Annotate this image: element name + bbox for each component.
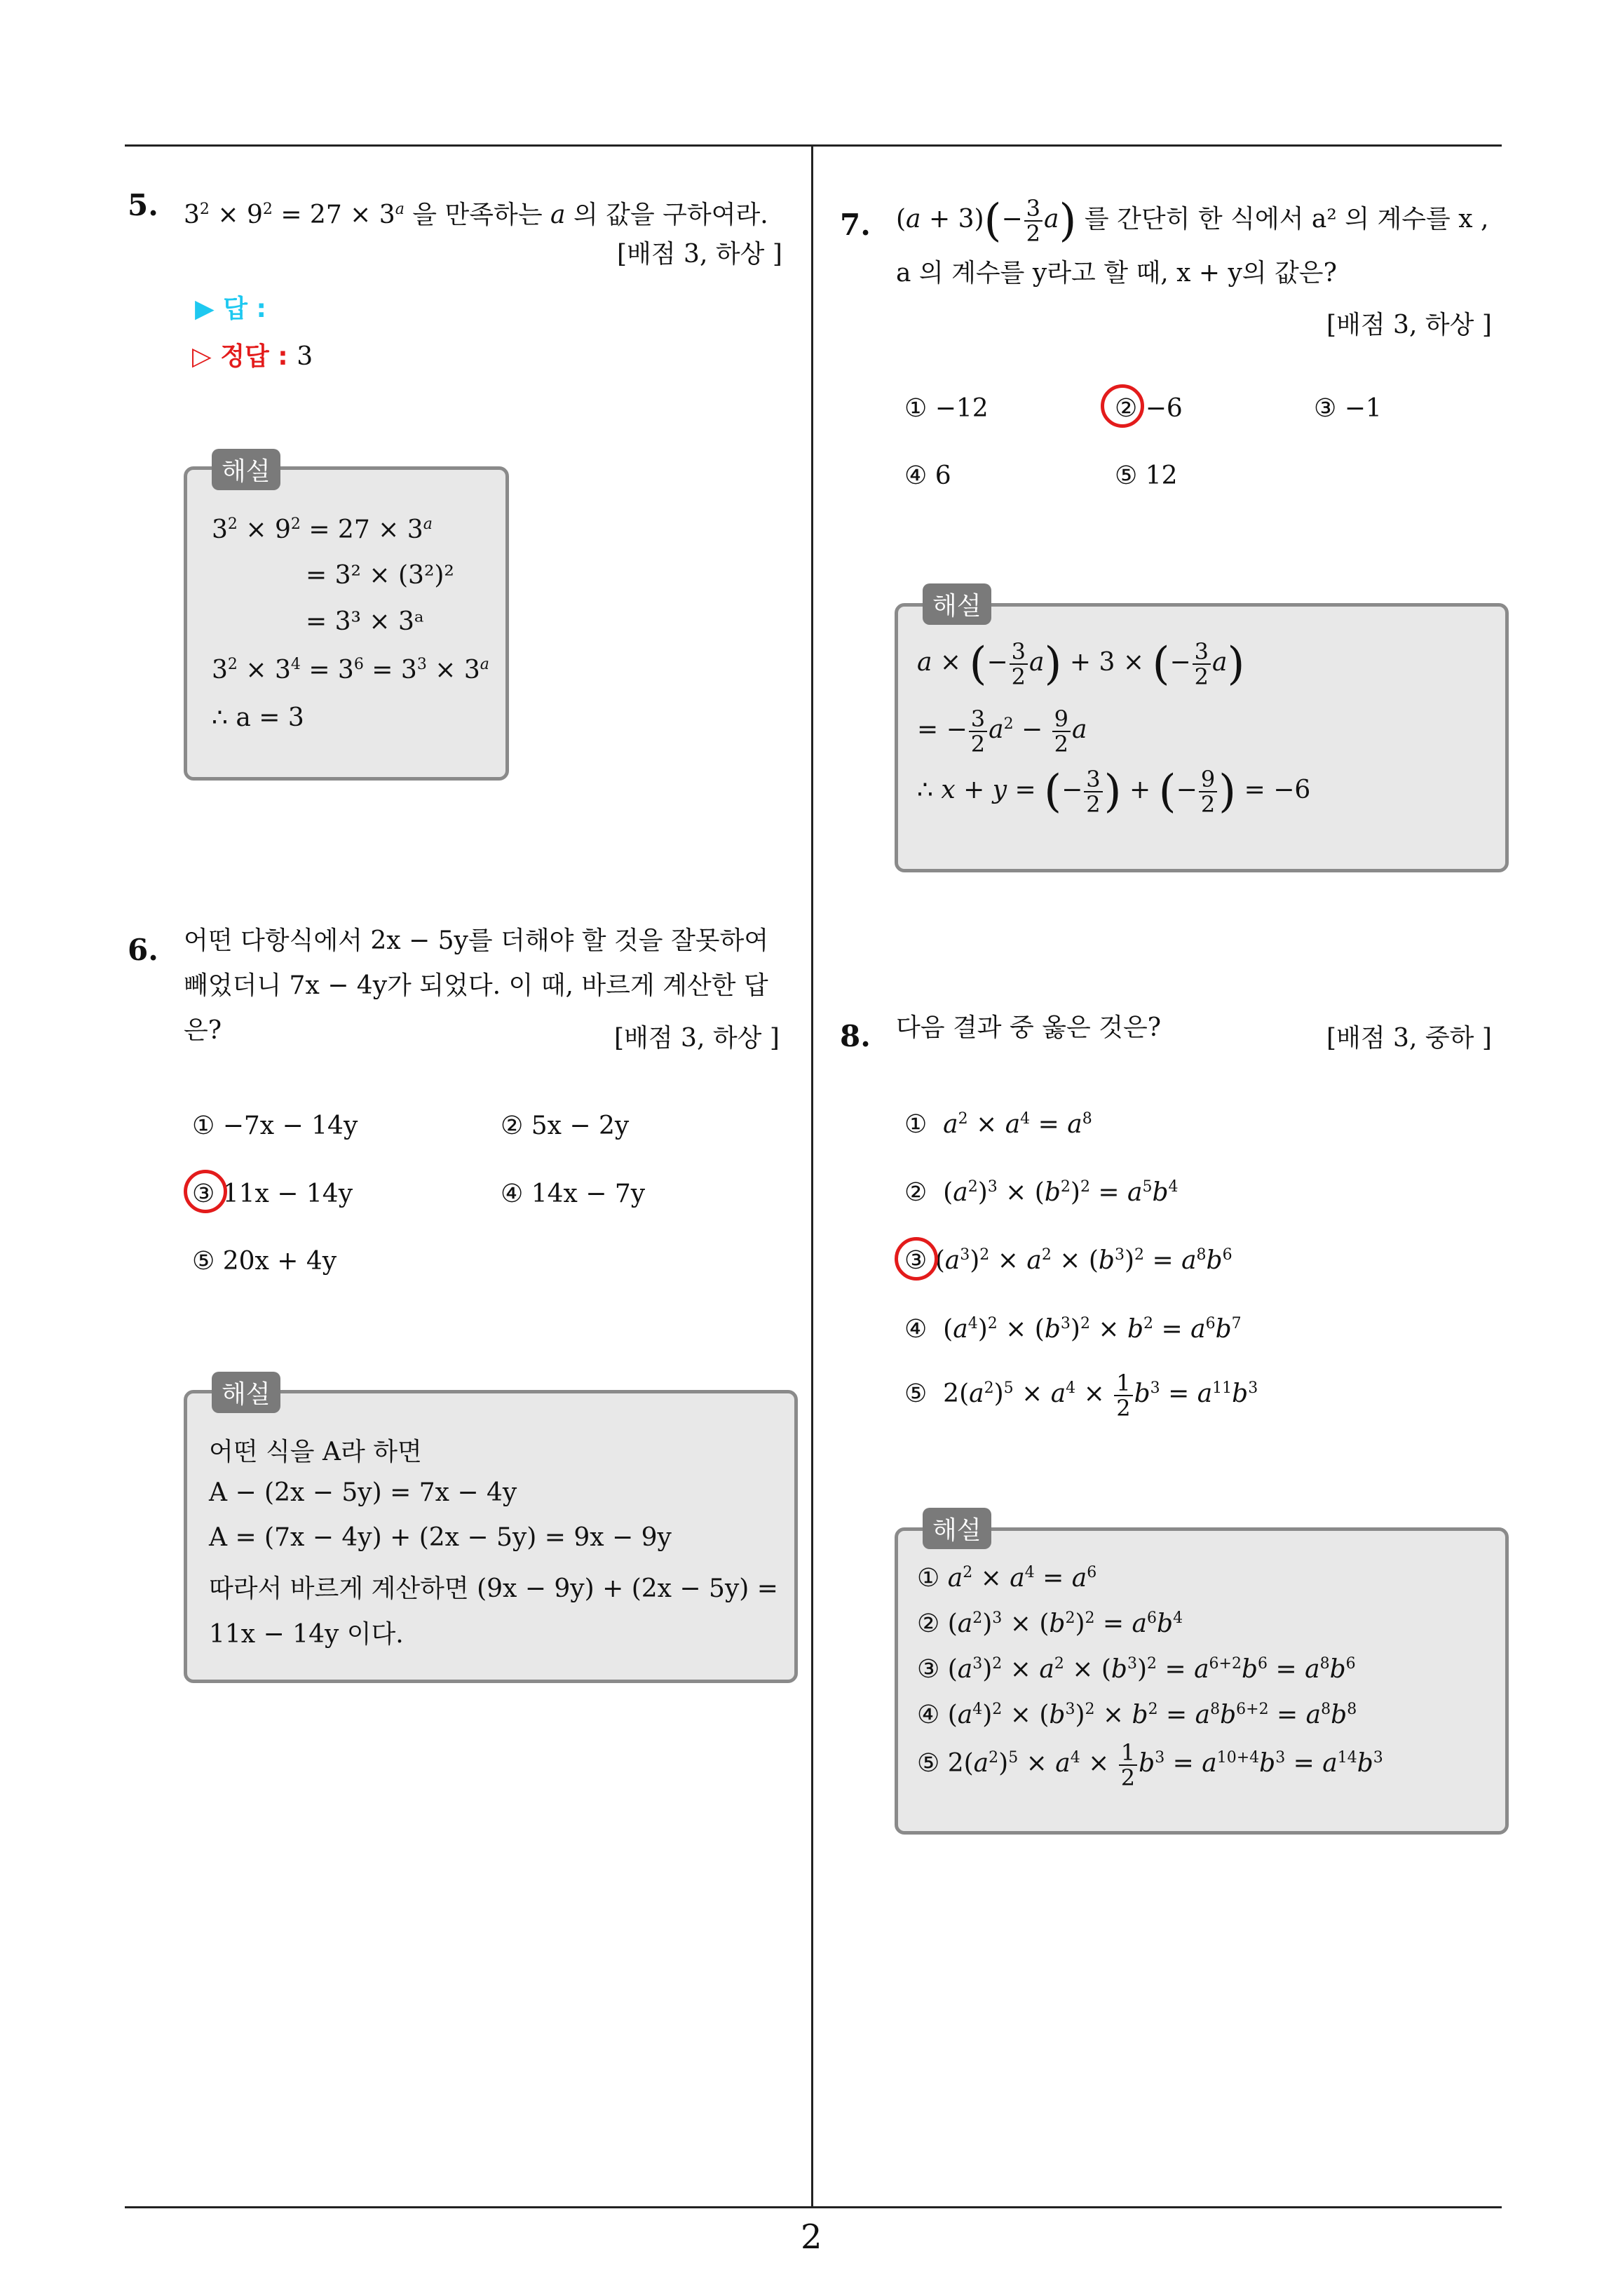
question-5-text: $3^2 \times 9^2 = 27 \times 3^a$ 을 만족하는 a 의 값을 구하여라. — [184, 201, 768, 229]
q7-option-3[interactable]: ③ −1 — [1314, 394, 1382, 423]
q7-solution-line-1: a × (− $\frac{3}{2}$ a) + 3 × (− $\frac{3}{2}$ a) — [917, 638, 1245, 690]
q8-option-1[interactable]: ① $a^2 \times a^4 = a^8$ — [904, 1110, 1092, 1139]
q8-option-3[interactable]: ③ $(a^3)^2 \times a^2 \times (b^3)^2 = a^8b^6$ — [904, 1246, 1232, 1275]
question-6-line-2: 빼었더니 7x − 4y가 되었다. 이 때, 바르게 계산한 답 — [184, 971, 768, 1000]
q7-option-2[interactable]: ② −6 — [1115, 394, 1183, 423]
q6-option-5[interactable]: ⑤ 20x + 4y — [192, 1247, 337, 1276]
question-6-line-1: 어떤 다항식에서 2x − 5y를 더해야 할 것을 잘못하여 — [184, 926, 769, 955]
question-6-score: [배점 3, 하상 ] — [614, 1024, 780, 1053]
column-divider — [811, 144, 813, 2208]
q8-solution-line-3: ③ $(a^3)^2 \times a^2 \times (b^3)^2 = a^{6+2}b^6 = a^8b^6$ — [917, 1655, 1356, 1684]
question-8-text: 다음 결과 중 옳은 것은? — [896, 1013, 1162, 1042]
question-8-score: [배점 3, 중하 ] — [1326, 1024, 1492, 1053]
q6-option-1[interactable]: ① −7x − 14y — [192, 1112, 358, 1140]
question-5-number: 5. — [128, 188, 158, 222]
q7-option-4[interactable]: ④ 6 — [904, 461, 951, 490]
q7-solution-line-3: ∴ x + y = (− $\frac{3}{2}$ ) + (− $\frac{9}{2}$ ) = −6 — [917, 766, 1311, 818]
q8-option-4[interactable]: ④ $(a^4)^2 \times (b^3)^2 \times b^2 = a^6b^7$ — [904, 1315, 1242, 1344]
question-6-solution-tag: 해설 — [212, 1372, 280, 1413]
q5-solution-line-5: ∴ a = 3 — [212, 703, 304, 732]
correct-value: 3 — [297, 342, 313, 371]
question-7-line-1: (a + 3)(− $\frac{3}{2}$ a) 를 간단히 한 식에서 a² 의 계수를 x , — [896, 195, 1489, 247]
question-8-number: 8. — [840, 1019, 871, 1053]
q6-option-4[interactable]: ④ 14x − 7y — [501, 1180, 646, 1208]
q6-option-2[interactable]: ② 5x − 2y — [501, 1112, 630, 1140]
q7-option-1[interactable]: ① −12 — [904, 394, 989, 423]
question-7-score: [배점 3, 하상 ] — [1326, 311, 1492, 339]
question-5-score: [배점 3, 하상 ] — [617, 240, 782, 269]
q6-option-3[interactable]: ③ 11x − 14y — [192, 1180, 353, 1208]
q7-correct-mark — [1101, 384, 1144, 428]
q5-solution-line-1: $3^2 \times 9^2 = 27 \times 3^a$ — [212, 515, 433, 544]
q8-solution-line-5: ⑤ $2(a^2)^5 \times a^4$ × $\frac{1}{2}$ $b^3 = a^{10+4}b^3 = a^{14}b^3$ — [917, 1739, 1383, 1791]
q5-solution-line-3: = 3³ × 3ᵃ — [306, 607, 424, 636]
q8-option-5[interactable]: ⑤ $2(a^2)^5 \times a^4$ × $\frac{1}{2}$ $b^3 = a^{11}b^3$ — [904, 1370, 1258, 1422]
q8-option-2[interactable]: ② $(a^2)^3 \times (b^2)^2 = a^5b^4$ — [904, 1178, 1179, 1207]
question-5-solution-tag: 해설 — [212, 449, 280, 490]
question-7-solution-tag: 해설 — [923, 583, 991, 625]
top-rule — [125, 144, 1502, 147]
q5-solution-line-4: $3^2 \times 3^4 = 3^6 = 3^3 \times 3^a$ — [212, 656, 489, 684]
q6-solution-line-2: A − (2x − 5y) = 7x − 4y — [209, 1478, 517, 1507]
q5-solution-line-2: = 3² × (3²)² — [306, 561, 454, 590]
question-6-number: 6. — [128, 933, 158, 967]
q6-solution-line-3: A = (7x − 4y) + (2x − 5y) = 9x − 9y — [209, 1523, 672, 1552]
bottom-rule — [125, 2206, 1502, 2208]
q6-solution-line-4: 따라서 바르게 계산하면 (9x − 9y) + (2x − 5y) = — [209, 1574, 778, 1603]
q6-solution-line-1: 어떤 식을 A라 하면 — [209, 1438, 422, 1466]
q8-correct-mark — [895, 1237, 938, 1281]
q8-solution-line-2: ② $(a^2)^3 \times (b^2)^2 = a^6b^4$ — [917, 1609, 1183, 1638]
q7-solution-line-2: = − $\frac{3}{2}$ $a^2$ − $\frac{9}{2}$ a — [917, 705, 1087, 757]
question-6-line-3: 은? — [184, 1016, 222, 1045]
q6-solution-line-5: 11x − 14y 이다. — [209, 1620, 404, 1649]
question-5-correct-answer — [192, 337, 313, 372]
q6-correct-mark — [184, 1170, 227, 1213]
question-7-number: 7. — [840, 208, 871, 242]
q7-option-5[interactable]: ⑤ 12 — [1115, 461, 1178, 490]
q8-solution-line-4: ④ $(a^4)^2 \times (b^3)^2 \times b^2 = a^8b^{6+2} = a^8b^8$ — [917, 1701, 1357, 1729]
q8-solution-line-1: ① $a^2 \times a^4 = a^6$ — [917, 1564, 1097, 1593]
question-5-answer-label: ▶ 답 : — [195, 295, 266, 323]
question-8-solution-tag: 해설 — [923, 1508, 991, 1549]
question-7-line-2: a 의 계수를 y라고 할 때, x + y의 값은? — [896, 259, 1337, 288]
correct-label: ▷ 정답 : — [192, 342, 288, 371]
page-number: 2 — [801, 2217, 822, 2257]
q7-text-suffix: 를 간단히 한 식에서 a² 의 계수를 x , — [1084, 205, 1489, 234]
